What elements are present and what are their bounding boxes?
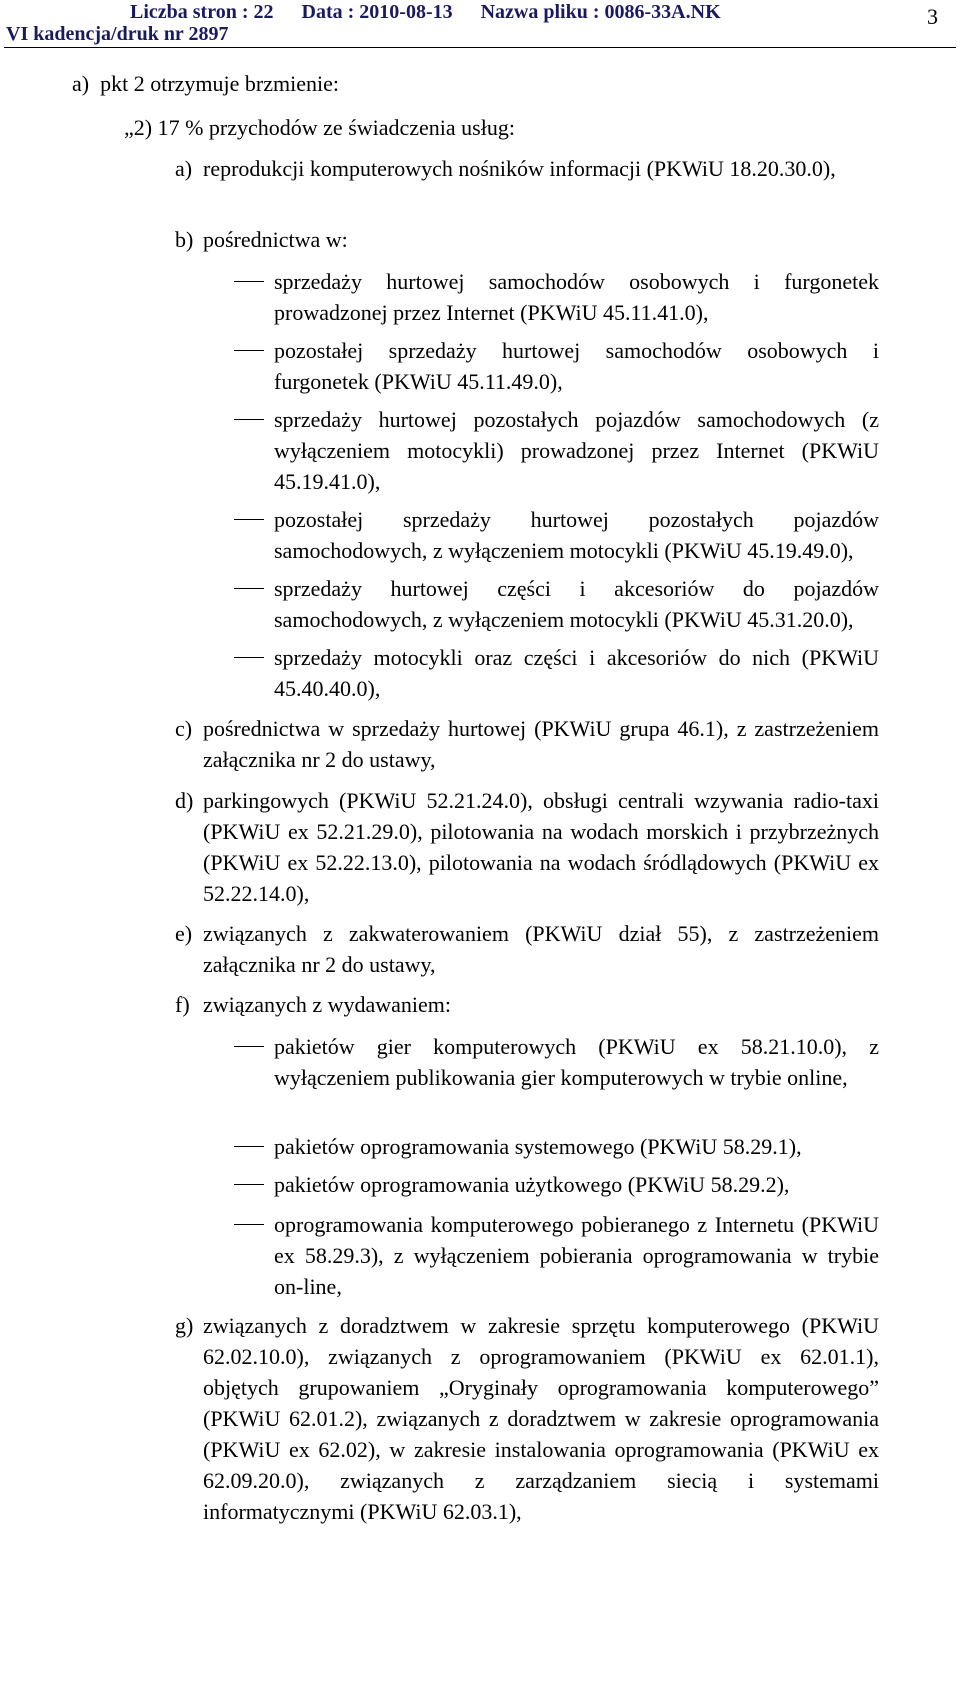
header-meta [130, 1, 721, 24]
b-item-3: sprzedaży hurtowej pozostałych pojazdów samochodowych (z wyłączeniem motocykli) prowadzonej przez Internet (PKWiU 45.19.41.0), [274, 407, 879, 494]
item-g-text: związanych z doradztwem w zakresie sprzętu komputerowego (PKWiU 62.02.10.0), związanych z oprogramowaniem (PKWiU ex 62.01.1), objętych grupowaniem „Oryginały oprogramowania komputerowego” (PKWiU 62.01.2), związanych z doradztwem w zakresie oprogramowania (PKWiU ex 62.02), w zakresie instalowania oprogramowania (PKWiU ex 62.09.20.0), związanych z zarządzaniem siecią i systemami informatycznymi (PKWiU 62.03.1), [203, 1313, 879, 1524]
header-date: Data : 2010-08-13 [301, 1, 453, 23]
item-b-text: pośrednictwa w: [203, 227, 348, 252]
item-d-text: parkingowych (PKWiU 52.21.24.0), obsługi centrali wzywania radio-taxi (PKWiU ex 52.21.29.0), pilotowania na wodach morskich i przybrzeżnych (PKWiU ex 52.22.13.0), pilotowania na wodach śródlądowych (PKWiU ex 52.22.14.0), [203, 788, 879, 906]
dash-bullet [234, 1046, 264, 1047]
f-item-1: pakietów gier komputerowych (PKWiU ex 58.21.10.0), z wyłączeniem publikowania gier komputerowych w trybie online, [274, 1034, 879, 1090]
point-2-heading: „2) 17 % przychodów ze świadczenia usług: [124, 115, 515, 140]
intro-line: a) pkt 2 otrzymuje brzmienie: [72, 71, 339, 96]
dash-bullet [234, 1224, 264, 1225]
item-e-label: e) [175, 921, 193, 946]
item-b-label: b) [175, 227, 194, 252]
dash-bullet [234, 419, 264, 420]
header-version: VI kadencja/druk nr 2897 [6, 23, 229, 45]
item-g-label: g) [175, 1313, 194, 1338]
b-item-1: sprzedaży hurtowej samochodów osobowych i furgonetek prowadzonej przez Internet (PKWiU 45.11.41.0), [274, 269, 879, 325]
f-item-3: pakietów oprogramowania użytkowego (PKWiU 58.29.2), [274, 1172, 790, 1197]
item-d-label: d) [175, 788, 194, 813]
header-divider [4, 47, 956, 48]
page-header [0, 0, 960, 50]
dash-bullet [234, 1184, 264, 1185]
header-filename: Nazwa pliku : 0086-33A.NK [480, 1, 721, 23]
header-pages: Liczba stron : 22 [130, 1, 274, 23]
dash-bullet [234, 657, 264, 658]
dash-bullet [234, 281, 264, 282]
b-item-6: sprzedaży motocykli oraz części i akcesoriów do nich (PKWiU 45.40.40.0), [274, 645, 879, 701]
page-number: 3 [927, 4, 938, 29]
f-item-2: pakietów oprogramowania systemowego (PKWiU 58.29.1), [274, 1134, 802, 1159]
item-c-text: pośrednictwa w sprzedaży hurtowej (PKWiU grupa 46.1), z zastrzeżeniem załącznika nr 2 do ustawy, [203, 716, 879, 772]
dash-bullet [234, 588, 264, 589]
item-a-text: reprodukcji komputerowych nośników informacji (PKWiU 18.20.30.0), [203, 156, 836, 181]
item-f-text: związanych z wydawaniem: [203, 992, 451, 1017]
dash-bullet [234, 519, 264, 520]
b-item-4: pozostałej sprzedaży hurtowej pozostałych pojazdów samochodowych, z wyłączeniem motocykli (PKWiU 45.19.49.0), [274, 507, 879, 563]
b-item-2: pozostałej sprzedaży hurtowej samochodów osobowych i furgonetek (PKWiU 45.11.49.0), [274, 338, 879, 394]
item-f-label: f) [175, 992, 190, 1017]
item-a-label: a) [175, 156, 193, 181]
item-e-text: związanych z zakwaterowaniem (PKWiU dział 55), z zastrzeżeniem załącznika nr 2 do ustawy, [203, 921, 879, 977]
b-item-5: sprzedaży hurtowej części i akcesoriów do pojazdów samochodowych, z wyłączeniem motocykli (PKWiU 45.31.20.0), [274, 576, 879, 632]
dash-bullet [234, 1146, 264, 1147]
dash-bullet [234, 350, 264, 351]
item-c-label: c) [175, 716, 193, 741]
f-item-4: oprogramowania komputerowego pobieranego z Internetu (PKWiU ex 58.29.3), z wyłączeniem pobierania oprogramowania w trybie on-line, [274, 1212, 879, 1299]
